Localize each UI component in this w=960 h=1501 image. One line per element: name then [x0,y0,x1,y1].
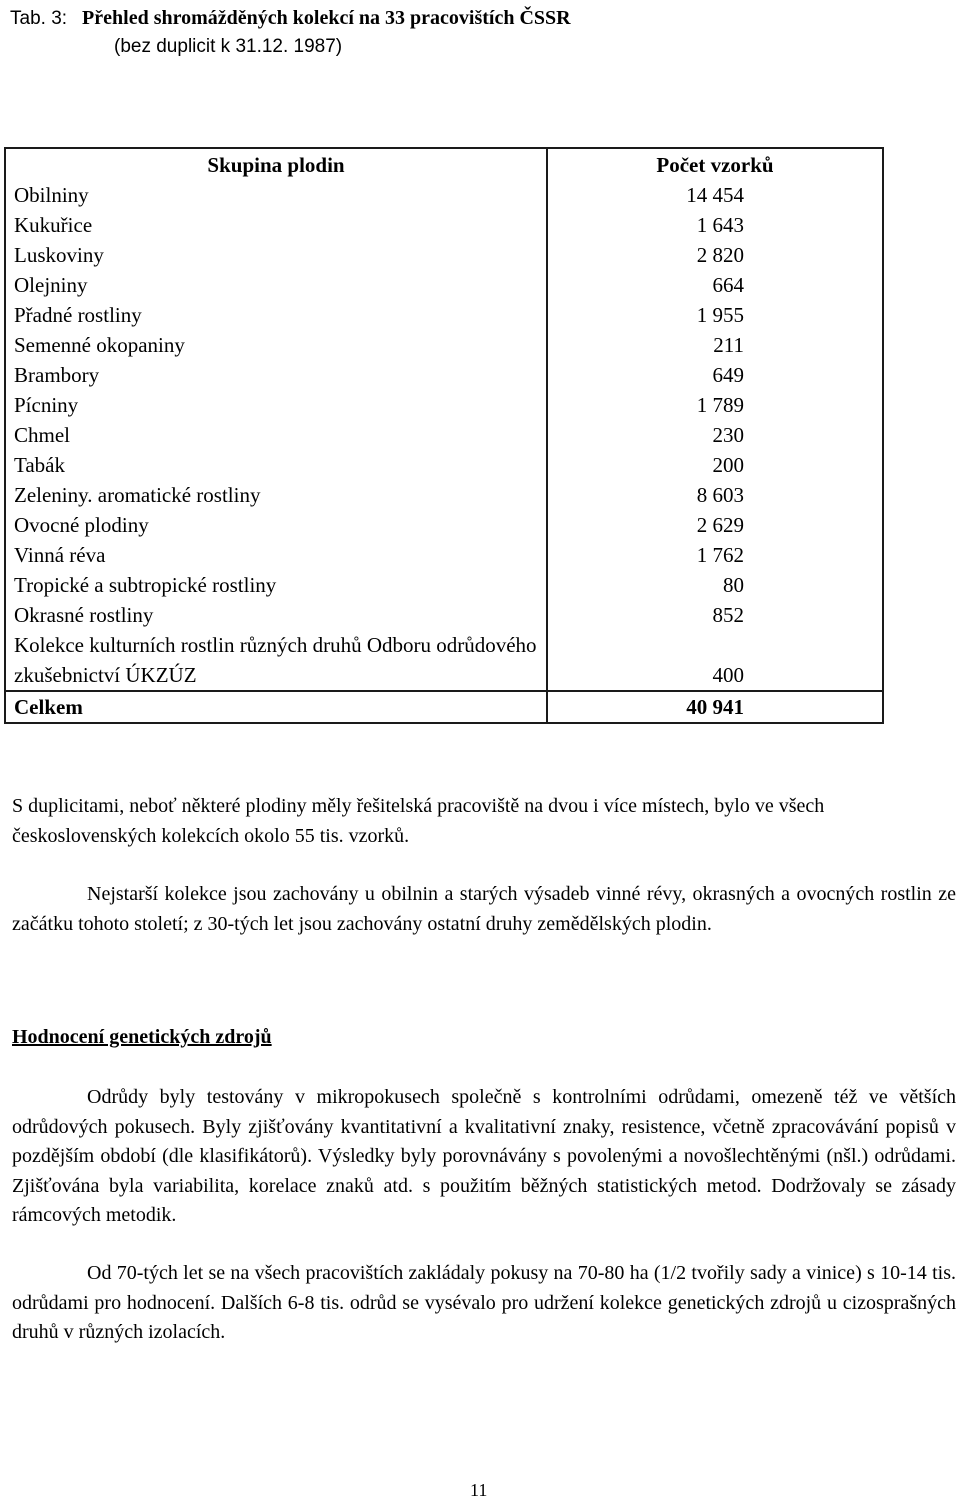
table-row [5,630,883,691]
sample-count-cell: 1 762 [547,540,883,570]
crop-group-cell: Tabák [5,450,547,480]
crop-group-cell: Tropické a subtropické rostliny [5,570,547,600]
caption-label: Tab. 3: [10,8,68,29]
crop-group-cell: Kolekce kulturních rostlin různých druhů Odboru odrůdového zkušebnictví ÚKZÚZ [5,630,547,691]
table-row [5,240,883,270]
total-count: 40 941 [547,691,883,723]
crop-group-cell: Semenné okopaniny [5,330,547,360]
header-crop-group: Skupina plodin [5,148,547,180]
table-row [5,450,883,480]
crop-group-cell: Brambory [5,360,547,390]
table-row [5,570,883,600]
paragraph-evaluation: Odrůdy byly testovány v mikropokusech společně s kontrolními odrůdami, omezeně též ve větších odrůdových pokusech. Byly zjišťovány kvantitativní a kvalitativní znaky, resistence, včetně zpracovávání popisů v pozdějším období (dle klasifikátorů). Výsledky byly porovnávány s povolenými a novošlechtěnými (nšl.) odrůdami. Zjišťována byla variabilita, korelace znaků atd. s použitím běžných statistických metod. Dodržovaly se zásady rámcových metodik. [12,1086,956,1226]
crop-group-cell: Pícniny [5,390,547,420]
sample-count-cell: 1 643 [547,210,883,240]
caption-subtitle: (bez duplicit k 31.12. 1987) [114,36,343,57]
table-caption [10,4,571,61]
table-row [5,270,883,300]
table-body [5,180,883,691]
paragraph-duplicates: S duplicitami, neboť některé plodiny měly řešitelská pracoviště na dvou i více místech, bylo ve všech československých kolekcích okolo 55 tis. vzorků. [12,795,825,847]
sample-count-cell: 2 820 [547,240,883,270]
crop-group-cell: Vinná réva [5,540,547,570]
sample-count-cell: 1 789 [547,390,883,420]
table-row [5,330,883,360]
table-total-row [5,691,883,723]
sample-count-cell: 400 [547,630,883,691]
table-row [5,300,883,330]
crop-group-cell: Okrasné rostliny [5,600,547,630]
crop-group-cell: Luskoviny [5,240,547,270]
sample-count-cell: 211 [547,330,883,360]
paragraph-oldest-collections: Nejstarší kolekce jsou zachovány u obilnin a starých výsadeb vinné révy, okrasných a ovocných rostlin ze začátku tohoto století; z 30-tých let jsou zachovány ostatní druhy zemědělských plodin. [12,883,956,935]
page-number: 11 [470,1480,488,1500]
crop-group-cell: Kukuřice [5,210,547,240]
total-label: Celkem [5,691,547,723]
crop-group-cell: Chmel [5,420,547,450]
table-row [5,360,883,390]
sample-count-cell: 852 [547,600,883,630]
sample-count-cell: 1 955 [547,300,883,330]
table-row [5,510,883,540]
table-row [5,180,883,210]
crop-group-cell: Zeleniny. aromatické rostliny [5,480,547,510]
sample-count-cell: 649 [547,360,883,390]
header-sample-count: Počet vzorků [547,148,883,180]
table-row [5,390,883,420]
caption-title: Přehled shromážděných kolekcí na 33 pracovištích ČSSR [82,7,571,29]
table-header-row [5,148,883,180]
sample-count-cell: 14 454 [547,180,883,210]
paragraph-trials: Od 70-tých let se na všech pracovištích zakládaly pokusy na 70-80 ha (1/2 tvořily sady a vinice) s 10-14 tis. odrůdami pro hodnocení. Dalších 6-8 tis. odrůd se vysévalo pro udržení kolekce genetických zdrojů u cizosprašných druhů v různých izolacích. [12,1262,956,1343]
collections-table [4,147,884,724]
crop-group-cell: Obilniny [5,180,547,210]
crop-group-cell: Přadné rostliny [5,300,547,330]
table-row [5,600,883,630]
table-row [5,480,883,510]
sample-count-cell: 80 [547,570,883,600]
sample-count-cell: 8 603 [547,480,883,510]
sample-count-cell: 664 [547,270,883,300]
table-row [5,540,883,570]
sample-count-cell: 230 [547,420,883,450]
sample-count-cell: 200 [547,450,883,480]
section-heading: Hodnocení genetických zdrojů [12,1026,272,1048]
crop-group-cell: Olejniny [5,270,547,300]
table-row [5,210,883,240]
table-row [5,420,883,450]
crop-group-cell: Ovocné plodiny [5,510,547,540]
sample-count-cell: 2 629 [547,510,883,540]
